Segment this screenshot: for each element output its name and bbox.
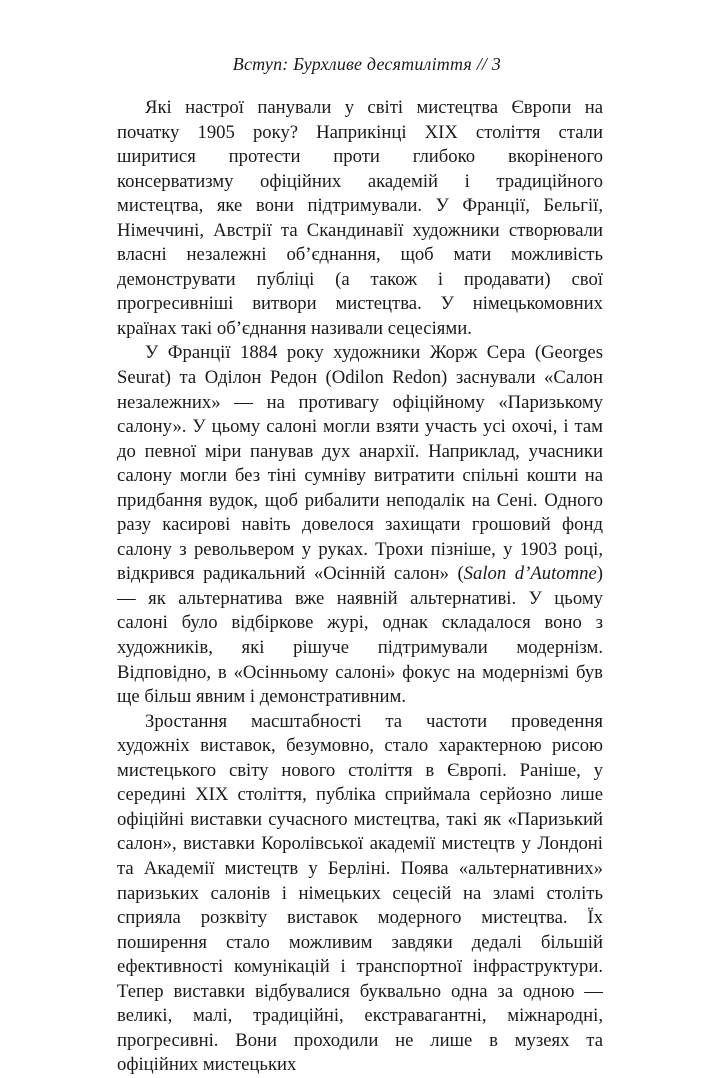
paragraph-2-text-before: У Франції 1884 року художники Жорж Сера (Georges Seurat) та Оділон Редон (Odilon Redon) заснували «Салон незалежних» — на противагу офіційному «Паризькому салону». У цьому салоні могли взяти участь усі охочі, і там до певної міри панував дух анархії. Наприклад, учасники салону могли без тіні сумніву витратити спільні кошти на придбання вудок, щоб рибалити неподалік на Сені. Одного разу касирові навіть довелося захищати грошовий фонд салону з револьвером у руках. Трохи пізніше, у 1903 році, відкрився радикальний «Осінній салон» (: [117, 342, 603, 585]
paragraph-2-text-after: ) — як альтернатива вже наявній альтернативі. У цьому салоні було відбіркове журі, однак складалося воно з художників, які рішуче підтримували модернізм. Відповідно, в «Осінньому салоні» фокус на модернізмі був ще більш явним і демонстративним.: [117, 563, 603, 708]
paragraph-3: Зростання масштабності та частоти проведення художніх виставок, безумовно, стало характерною рисою мистецького світу нового століття в Європі. Раніше, у середині XIX століття, публіка сприймала серйозно лише офіційні виставки сучасного мистецтва, такі як «Паризький салон», виставки Королівської академії мистецтв у Лондоні та Академії мистецтв у Берліні. Поява «альтернативних» паризьких салонів і німецьких сецесій на зламі століть сприяла розквіту виставок модерного мистецтва. Їх поширення стало можливим завдяки дедалі більшій ефективності комунікацій і транспортної інфраструктури. Тепер виставки відбувалися буквально одна за одною — великі, малі, традиційні, екстравагантні, міжнародні, прогресивні. Вони проходили не лише в музеях та офіційних мистецьких: [117, 710, 603, 1076]
paragraph-1: Які настрої панували у світі мистецтва Європи на початку 1905 року? Наприкінці XIX століття стали ширитися протести проти глибоко вкоріненого консерватизму офіційних академій і традиційного мистецтва, яке вони підтримували. У Франції, Бельгії, Німеччині, Австрії та Скандинавії художники створювали власні незалежні об’єднання, щоб мати можливість демонструвати публіці (а також і продавати) свої прогресивніші витвори мистецтва. У німецькомовних країнах такі об’єднання називали сецесіями.: [117, 97, 603, 339]
body-text: [117, 96, 603, 1078]
paragraph-2-italic-title: Salon d’Automne: [463, 563, 597, 585]
running-head: Вступ: Бурхливе десятиліття // 3: [232, 54, 501, 74]
paragraph-2: [117, 341, 603, 709]
